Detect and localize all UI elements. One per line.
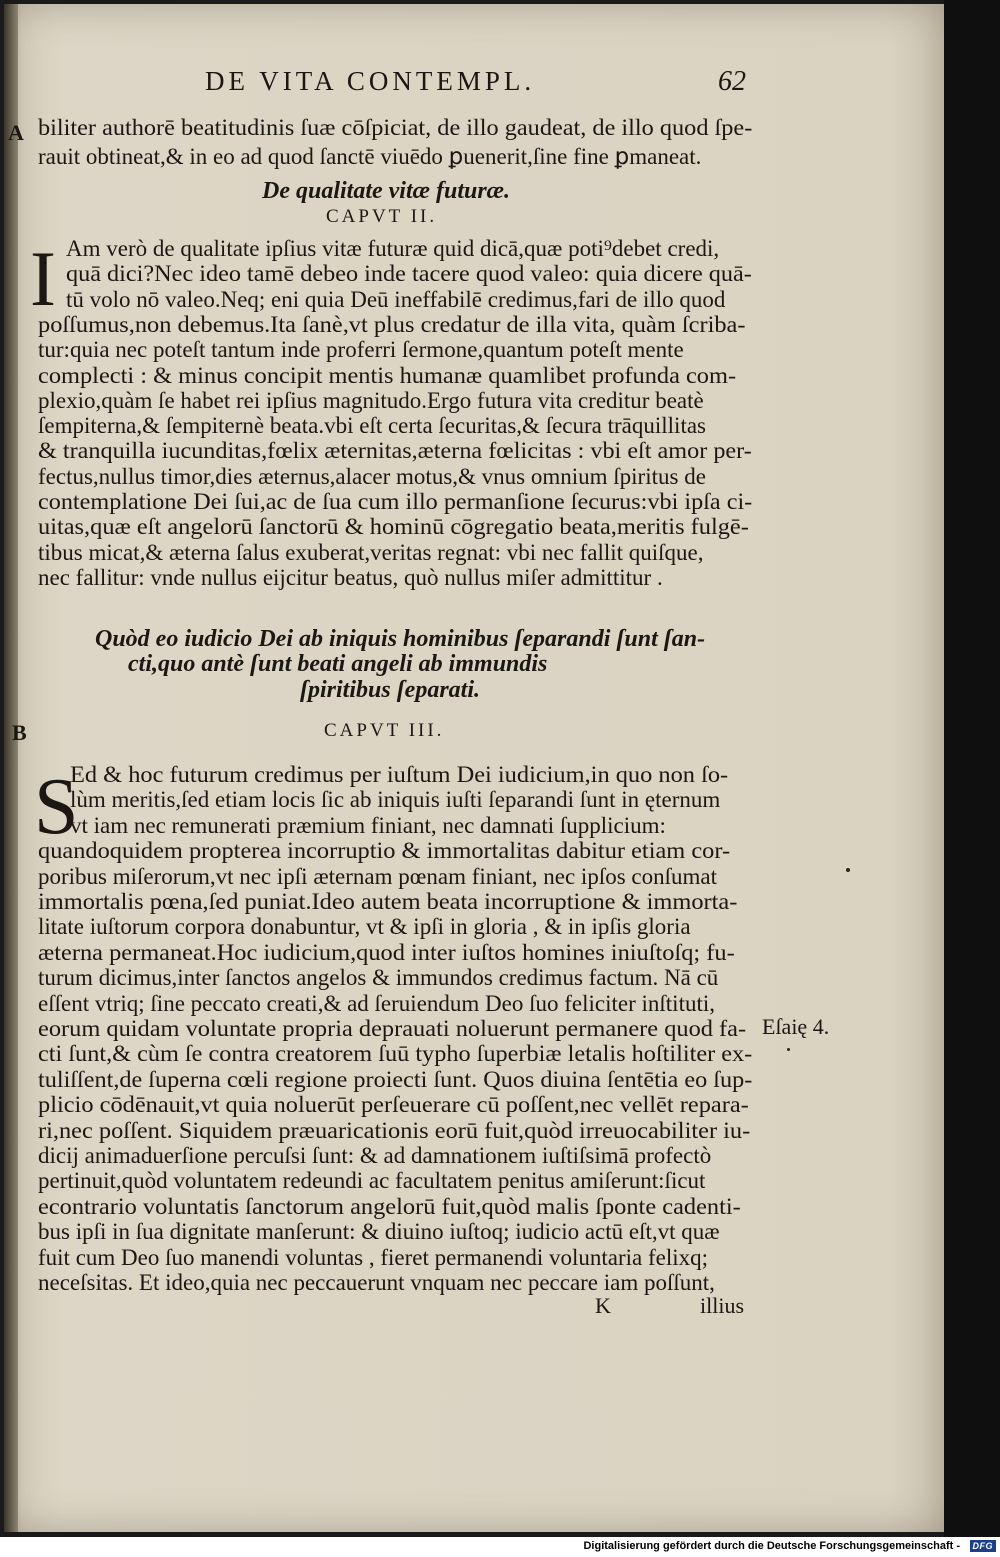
text-line: ſempiterna,& ſempiternè beata.vbi eſt certa ſecuritas,& ſecura trāquillitas xyxy=(38,413,706,439)
text-line: nec fallitur: vnde nullus eijcitur beatus, quò nullus miſer admittitur . xyxy=(38,564,663,590)
section-3-caput: CAPVT III. xyxy=(324,720,445,741)
text-line: complecti : & minus concipit mentis humanæ quamlibet profunda com- xyxy=(38,362,737,388)
signature-mark: K xyxy=(595,1293,611,1318)
text-line: immortalis pœna,ſed puniat.Ideo autem beata incorruptione & immorta- xyxy=(38,889,738,914)
catchword: illius xyxy=(700,1293,745,1318)
book-spine-shadow xyxy=(4,4,18,1532)
text-line: Am verò de qualitate ipſius vitæ futuræ quid dicā,quæ poti⁹debet credi, xyxy=(66,236,720,261)
text-line: neceſsitas. Et ideo,quia nec peccauerunt vnquam nec peccare iam poſſunt, xyxy=(38,1270,715,1295)
text-line: vt iam nec remunerati præmium finiant, nec damnati ſupplicium: xyxy=(70,812,666,838)
text-line: tibus micat,& æterna ſalus exuberat,veritas regnat: vbi nec fallit quiſque, xyxy=(38,539,704,565)
scan-background xyxy=(944,0,1000,1540)
dfg-logo: DFG xyxy=(970,1540,997,1552)
drop-cap-s: S xyxy=(34,763,79,851)
text-line: quandoquidem propterea incorruptio & immortalitas dabitur etiam cor- xyxy=(38,838,731,864)
text-line: ri,nec poſſent. Siquidem præuaricationis eorū fuit,quòd irreuocabiliter iu- xyxy=(38,1117,751,1143)
margin-letter-b: B xyxy=(12,720,27,745)
text-line: fectus,nullus timor,dies æternus,alacer motus,& vnus omnium ſpiritus de xyxy=(38,463,706,489)
footer-credit: Digitalisierung gefördert durch die Deutsche Forschungsgemeinschaft - xyxy=(583,1540,960,1552)
text-line: cti ſunt,& cùm ſe contra creatorem ſuū typho ſuperbiæ letalis hoſtiliter ex- xyxy=(38,1041,753,1067)
text-line: econtrario voluntatis ſanctorum angelorū fuit,quòd malis ſponte cadenti- xyxy=(38,1193,741,1219)
text-line: poribus miſerorum,vt nec ipſi æternam pœnam finiant, nec ipſos conſumat xyxy=(38,863,717,889)
text-line: quā dici?Nec ideo tamē debeo inde tacere quod valeo: quia dicere quā- xyxy=(66,261,752,287)
text-line: æterna permaneat.Hoc iudicium,quod inter iuſtos homines iniuſtoſq; fu- xyxy=(38,939,735,965)
text-line: uitas,quæ eſt angelorū ſanctorū & hominū cōgregatio beata,meritis fulgē- xyxy=(38,514,749,540)
footer-bar xyxy=(0,1537,1000,1557)
text-line: & tranquilla iucunditas,fœlix æternitas,æterna fœlicitas : vbi eſt amor per- xyxy=(38,438,752,464)
text-line: tuliſſent,de ſuperna cœli regione proiecti ſunt. Quos diuina ſentētia eo ſup- xyxy=(38,1066,753,1092)
text-line: eſſent vtriq; ſine peccato creati,& ad ſeruiendum Deo ſuo feliciter inſtituti, xyxy=(38,990,715,1016)
ink-speck xyxy=(846,868,850,872)
text-line: dicij animaduerſione percuſsi ſunt: & ad damnationem iuſtiſsimā profectò xyxy=(38,1143,712,1168)
marginal-note: Eſaię 4. xyxy=(762,1014,830,1039)
section-3-title-line-1: Quòd eo iudicio Dei ab iniquis hominibus ſeparandi ſunt ſan- xyxy=(95,626,706,652)
ink-speck xyxy=(787,1048,790,1051)
opening-line-2: rauit obtineat,& in eo ad quod ſanctē viuēdo ꝑuenerit,ſine fine ꝑmaneat. xyxy=(38,144,702,169)
text-line: fuit cum Deo ſuo manendi voluntas , fieret permanendi voluntaria felixq; xyxy=(38,1244,708,1270)
margin-letter-a: A xyxy=(8,120,24,145)
section-3-title-line-3: ſpiritibus ſeparati. xyxy=(300,677,481,703)
text-line: litate iuſtorum corpora donabuntur, vt & ipſi in gloria , & in ipſis gloria xyxy=(38,914,691,940)
running-head: DE VITA CONTEMPL. xyxy=(205,66,536,96)
text-line: plicio cōdēnauit,vt quia noluerūt perſeuerare cū poſſent,nec vellēt repara- xyxy=(38,1092,749,1118)
text-line: turum dicimus,inter ſanctos angelos & immundos credimus factum. Nā cū xyxy=(38,965,719,991)
drop-cap-i: I xyxy=(30,235,56,322)
text-line: eorum quidam voluntate propria deprauati noluerunt permanere quod fa- xyxy=(38,1016,747,1041)
section-2-title: De qualitate vitæ futuræ. xyxy=(262,178,511,204)
opening-line-1: biliter authorē beatitudinis ſuæ cōſpiciat, de illo gaudeat, de illo quod ſpe- xyxy=(38,115,753,140)
text-line: tū volo nō valeo.Neq; eni quia Deū ineffabilē credimus,fari de illo quod xyxy=(66,286,726,312)
text-line: lùm meritis,ſed etiam locis ſic ab iniquis iuſti ſeparandi ſunt in ęternum xyxy=(70,787,721,813)
text-line: contemplatione Dei ſui,ac de ſua cum illo permanſione ſecurus:vbi ipſa ci- xyxy=(38,489,753,514)
text-line: bus ipſi in ſua dignitate manſerunt: & diuino iuſtoq; iudicio actū eſt,vt quæ xyxy=(38,1219,720,1245)
section-2-caput: CAPVT II. xyxy=(326,206,438,227)
page-number: 62 xyxy=(718,66,746,97)
text-line: poſſumus,non debemus.Ita ſanè,vt plus credatur de illa vita, quàm ſcriba- xyxy=(38,311,746,337)
text-line: Ed & hoc futurum credimus per iuſtum Dei iudicium,in quo non ſo- xyxy=(70,762,729,787)
text-line: pertinuit,quòd voluntatem redeundi ac facultatem penitus amiſerunt:ſicut xyxy=(38,1168,706,1194)
text-line: tur:quia nec poteſt tantum inde proferri ſermone,quantum poteſt mente xyxy=(38,337,684,363)
text-line: plexio,quàm ſe habet rei ipſius magnitudo.Ergo futura vita creditur beatè xyxy=(38,387,704,413)
section-3-title-line-2: cti,quo antè ſunt beati angeli ab immundis xyxy=(128,651,548,677)
